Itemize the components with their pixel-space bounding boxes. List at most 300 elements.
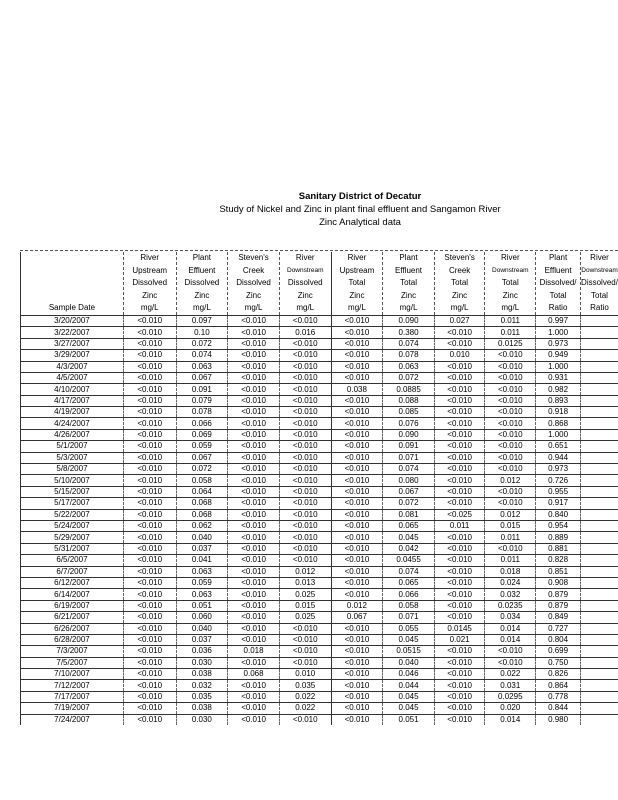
table-cell — [581, 418, 618, 429]
table-cell: <0.010 — [123, 703, 176, 714]
table-cell: <0.010 — [228, 566, 280, 577]
table-cell: 0.055 — [383, 623, 435, 634]
table-cell: <0.010 — [331, 338, 383, 349]
table-cell: 0.012 — [485, 509, 536, 520]
table-row — [21, 361, 618, 372]
table-cell: <0.010 — [279, 714, 331, 725]
table-cell: 0.068 — [176, 498, 228, 509]
column-header-line: Steven's — [444, 253, 475, 262]
sample-date-cell: 4/17/2007 — [21, 395, 124, 406]
table-cell: 0.022 — [485, 669, 536, 680]
table-cell: <0.010 — [279, 532, 331, 543]
sample-date-cell: 7/3/2007 — [21, 646, 124, 657]
table-cell: <0.010 — [228, 361, 280, 372]
zinc-data-table — [20, 252, 618, 725]
table-cell: <0.010 — [331, 407, 383, 418]
table-cell: <0.010 — [123, 418, 176, 429]
column-header-line: Zinc — [349, 290, 365, 300]
table-cell: 0.011 — [485, 532, 536, 543]
table-cell: <0.010 — [123, 464, 176, 475]
table-cell: 0.931 — [536, 372, 581, 383]
table-cell: <0.010 — [485, 384, 536, 395]
table-cell: 0.045 — [383, 691, 435, 702]
table-cell — [581, 600, 618, 611]
table-cell: <0.010 — [279, 464, 331, 475]
table-cell: 0.0885 — [383, 384, 435, 395]
table-cell: <0.010 — [434, 703, 485, 714]
table-cell: 0.072 — [176, 338, 228, 349]
sample-date-cell: 6/21/2007 — [21, 612, 124, 623]
table-cell: <0.010 — [331, 372, 383, 383]
table-cell: <0.010 — [228, 407, 280, 418]
table-cell — [581, 577, 618, 588]
column-header-line: Zinc — [142, 290, 158, 300]
table-cell: 0.058 — [176, 475, 228, 486]
table-cell: 0.022 — [279, 691, 331, 702]
table-row — [21, 338, 618, 349]
sample-date-cell: 6/5/2007 — [21, 555, 124, 566]
table-cell: 0.868 — [536, 418, 581, 429]
sample-date-cell: 3/29/2007 — [21, 350, 124, 361]
table-cell: <0.010 — [123, 384, 176, 395]
table-cell: <0.010 — [331, 350, 383, 361]
table-cell: <0.025 — [434, 509, 485, 520]
table-cell: <0.010 — [279, 498, 331, 509]
table-cell: 0.0515 — [383, 646, 435, 657]
table-cell: <0.010 — [123, 486, 176, 497]
column-header-line: Dissolved/ — [539, 278, 577, 288]
table-cell: 0.067 — [176, 372, 228, 383]
table-row — [21, 600, 618, 611]
table-cell: 1.000 — [536, 429, 581, 440]
table-cell: <0.010 — [123, 521, 176, 532]
table-cell: 0.013 — [279, 577, 331, 588]
table-cell: 0.037 — [176, 634, 228, 645]
table-cell: 0.079 — [176, 395, 228, 406]
column-header — [536, 252, 581, 315]
column-header-line: River — [500, 253, 520, 262]
table-cell: 0.063 — [176, 361, 228, 372]
table-cell: 0.010 — [279, 669, 331, 680]
table-cell: 0.071 — [383, 452, 435, 463]
table-cell: <0.010 — [123, 612, 176, 623]
column-header-line: Total — [501, 278, 519, 288]
sample-date-cell: 6/26/2007 — [21, 623, 124, 634]
column-header-line: Upstream — [339, 265, 375, 275]
column-header-line: mg/L — [348, 303, 366, 313]
column-header-line: Ratio — [590, 303, 609, 313]
table-cell: <0.010 — [331, 589, 383, 600]
table-cell: 0.955 — [536, 486, 581, 497]
table-cell: 0.037 — [176, 543, 228, 554]
table-row — [21, 521, 618, 532]
table-row — [21, 703, 618, 714]
table-cell — [581, 691, 618, 702]
column-header-line: Total — [348, 278, 366, 288]
table-cell — [581, 350, 618, 361]
column-header — [123, 252, 176, 315]
table-cell: <0.010 — [485, 418, 536, 429]
table-row — [21, 589, 618, 600]
table-cell: 0.015 — [279, 600, 331, 611]
column-header-line: Dissolved/ — [581, 278, 618, 288]
table-cell: <0.010 — [485, 361, 536, 372]
table-cell: <0.010 — [228, 395, 280, 406]
table-cell: <0.010 — [331, 543, 383, 554]
table-cell: 0.997 — [536, 315, 581, 326]
table-cell: 0.021 — [434, 634, 485, 645]
table-cell: <0.010 — [279, 395, 331, 406]
table-cell: 0.035 — [279, 680, 331, 691]
table-row — [21, 407, 618, 418]
table-cell: 0.944 — [536, 452, 581, 463]
sample-date-cell: 6/14/2007 — [21, 589, 124, 600]
table-cell: 0.072 — [176, 464, 228, 475]
table-cell: <0.010 — [279, 543, 331, 554]
table-cell: <0.010 — [228, 680, 280, 691]
table-cell: <0.010 — [228, 350, 280, 361]
table-cell: 0.849 — [536, 612, 581, 623]
table-cell: <0.010 — [228, 327, 280, 338]
table-cell: <0.010 — [228, 418, 280, 429]
table-cell: 0.881 — [536, 543, 581, 554]
table-cell: 0.091 — [176, 384, 228, 395]
table-cell: 0.651 — [536, 441, 581, 452]
table-cell: <0.010 — [434, 361, 485, 372]
table-cell: <0.010 — [331, 498, 383, 509]
table-cell: 0.032 — [176, 680, 228, 691]
column-header-line: Ratio — [548, 303, 568, 313]
column-header — [176, 252, 228, 315]
column-header-line: River — [140, 253, 160, 262]
table-cell: 0.078 — [176, 407, 228, 418]
sample-date-cell: 5/29/2007 — [21, 532, 124, 543]
table-cell: 0.016 — [279, 327, 331, 338]
column-header-line: Zinc — [400, 290, 417, 300]
table-cell: <0.010 — [228, 532, 280, 543]
sample-date-cell: 5/10/2007 — [21, 475, 124, 486]
table-cell: 0.699 — [536, 646, 581, 657]
column-header-line: Dissolved — [287, 278, 323, 288]
table-row — [21, 372, 618, 383]
table-cell: 1.000 — [536, 327, 581, 338]
table-cell: <0.010 — [434, 543, 485, 554]
table-cell: 0.090 — [383, 315, 435, 326]
table-cell: 0.011 — [485, 327, 536, 338]
table-cell: 0.011 — [434, 521, 485, 532]
table-row — [21, 464, 618, 475]
table-cell: <0.010 — [434, 691, 485, 702]
table-cell — [581, 566, 618, 577]
table-row — [21, 350, 618, 361]
table-row — [21, 555, 618, 566]
table-row — [21, 315, 618, 326]
column-header-line: mg/L — [244, 303, 263, 313]
column-header-line: Plant — [548, 253, 568, 262]
table-cell: 0.10 — [176, 327, 228, 338]
table-cell: <0.010 — [331, 566, 383, 577]
table-cell: <0.010 — [331, 532, 383, 543]
table-cell: 0.044 — [383, 680, 435, 691]
table-row — [21, 384, 618, 395]
sample-date-cell: 5/3/2007 — [21, 452, 124, 463]
table-cell: 0.059 — [176, 441, 228, 452]
table-cell: <0.010 — [485, 543, 536, 554]
column-header-line: mg/L — [501, 303, 520, 313]
table-cell — [581, 589, 618, 600]
sample-date-cell: 3/27/2007 — [21, 338, 124, 349]
table-cell: <0.010 — [331, 429, 383, 440]
table-row — [21, 680, 618, 691]
sample-date-cell: 3/22/2007 — [21, 327, 124, 338]
table-cell: 0.068 — [176, 509, 228, 520]
table-cell: <0.010 — [331, 315, 383, 326]
table-cell: 0.918 — [536, 407, 581, 418]
table-cell — [581, 327, 618, 338]
table-cell: 0.038 — [176, 703, 228, 714]
table-cell: 0.0295 — [485, 691, 536, 702]
table-cell — [581, 509, 618, 520]
column-header — [581, 252, 618, 315]
table-row — [21, 623, 618, 634]
table-cell: <0.010 — [279, 486, 331, 497]
table-row — [21, 486, 618, 497]
table-cell: 0.024 — [485, 577, 536, 588]
table-cell: <0.010 — [485, 429, 536, 440]
table-cell — [581, 543, 618, 554]
column-header-line: Zinc — [502, 290, 518, 300]
table-cell: <0.010 — [228, 612, 280, 623]
table-cell: 0.085 — [383, 407, 435, 418]
table-cell: <0.010 — [331, 691, 383, 702]
table-cell: <0.010 — [331, 441, 383, 452]
table-cell: <0.010 — [331, 703, 383, 714]
table-cell: <0.010 — [123, 657, 176, 668]
table-cell: 0.074 — [176, 350, 228, 361]
table-cell: 0.036 — [176, 646, 228, 657]
table-cell: 0.030 — [176, 714, 228, 725]
column-header-line: Total — [400, 278, 417, 288]
table-cell: <0.010 — [279, 384, 331, 395]
table-cell: <0.010 — [331, 327, 383, 338]
table-cell: 0.954 — [536, 521, 581, 532]
table-cell: 0.072 — [383, 498, 435, 509]
sample-date-cell: 5/24/2007 — [21, 521, 124, 532]
table-cell: <0.010 — [485, 646, 536, 657]
table-cell: 0.051 — [176, 600, 228, 611]
sample-date-cell: 6/7/2007 — [21, 566, 124, 577]
table-cell: <0.010 — [331, 418, 383, 429]
table-cell: <0.010 — [485, 372, 536, 383]
table-cell: <0.010 — [331, 509, 383, 520]
table-cell: <0.010 — [434, 714, 485, 725]
table-cell: <0.010 — [279, 372, 331, 383]
table-cell: <0.010 — [228, 555, 280, 566]
table-cell — [581, 714, 618, 725]
table-cell: <0.010 — [279, 634, 331, 645]
table-cell: <0.010 — [279, 350, 331, 361]
table-row — [21, 577, 618, 588]
table-cell — [581, 498, 618, 509]
table-cell: 0.040 — [176, 623, 228, 634]
table-cell: <0.010 — [123, 646, 176, 657]
column-header-line: Plant — [399, 253, 418, 262]
table-cell: <0.010 — [123, 452, 176, 463]
table-cell — [581, 338, 618, 349]
column-header-line: Zinc — [452, 290, 468, 300]
table-cell: <0.010 — [485, 395, 536, 406]
table-cell: 0.012 — [279, 566, 331, 577]
column-header-line: Effluent — [188, 265, 216, 275]
column-header — [228, 252, 280, 315]
table-cell — [581, 669, 618, 680]
sample-date-cell: 4/10/2007 — [21, 384, 124, 395]
table-cell: <0.010 — [331, 634, 383, 645]
table-row — [21, 441, 618, 452]
table-cell: <0.010 — [434, 395, 485, 406]
column-header-line: Total — [451, 278, 469, 288]
table-cell: <0.010 — [228, 703, 280, 714]
table-cell — [581, 384, 618, 395]
report-title: Sanitary District of Decatur — [298, 191, 422, 202]
table-cell: 0.088 — [383, 395, 435, 406]
table-cell: <0.010 — [228, 384, 280, 395]
table-cell: <0.010 — [434, 384, 485, 395]
table-cell: 0.067 — [331, 612, 383, 623]
table-cell: 0.025 — [279, 589, 331, 600]
table-cell: <0.010 — [123, 669, 176, 680]
table-cell: 0.065 — [383, 577, 435, 588]
table-cell: <0.010 — [434, 372, 485, 383]
sample-date-cell: 6/12/2007 — [21, 577, 124, 588]
table-cell: 0.080 — [383, 475, 435, 486]
table-cell: <0.010 — [279, 475, 331, 486]
table-cell: <0.010 — [228, 623, 280, 634]
table-cell: <0.010 — [434, 452, 485, 463]
table-cell: <0.010 — [123, 407, 176, 418]
table-cell: <0.010 — [123, 315, 176, 326]
table-cell: <0.010 — [279, 338, 331, 349]
column-header-line: mg/L — [296, 303, 315, 313]
sample-date-cell: 5/15/2007 — [21, 486, 124, 497]
column-header-line: Zinc — [245, 290, 262, 300]
column-header-line: Effluent — [395, 265, 423, 275]
table-cell: 0.041 — [176, 555, 228, 566]
table-cell: <0.010 — [434, 577, 485, 588]
table-cell — [581, 555, 618, 566]
column-header-line: Sample Date — [48, 303, 96, 313]
table-cell: 0.078 — [383, 350, 435, 361]
table-cell: 0.090 — [383, 429, 435, 440]
table-cell: 0.010 — [434, 350, 485, 361]
column-header-line: mg/L — [140, 303, 159, 313]
column-header-line: mg/L — [192, 303, 211, 313]
table-cell: <0.010 — [228, 441, 280, 452]
table-cell: <0.010 — [434, 338, 485, 349]
table-cell: <0.010 — [434, 669, 485, 680]
table-cell: <0.010 — [279, 452, 331, 463]
table-row — [21, 498, 618, 509]
table-cell: 0.917 — [536, 498, 581, 509]
table-row — [21, 612, 618, 623]
table-cell: <0.010 — [485, 441, 536, 452]
table-cell: <0.010 — [434, 680, 485, 691]
table-cell — [581, 521, 618, 532]
table-cell: 0.973 — [536, 338, 581, 349]
table-cell: <0.010 — [331, 521, 383, 532]
column-header-line: Downstream — [581, 266, 618, 274]
table-cell: 0.063 — [176, 566, 228, 577]
column-header — [485, 252, 536, 315]
table-cell: <0.010 — [331, 555, 383, 566]
column-header-line: Plant — [192, 253, 211, 262]
table-cell: 0.045 — [383, 703, 435, 714]
table-cell: <0.010 — [228, 543, 280, 554]
table-row — [21, 634, 618, 645]
table-cell: 0.058 — [383, 600, 435, 611]
table-cell: 0.081 — [383, 509, 435, 520]
table-row — [21, 475, 618, 486]
table-row — [21, 657, 618, 668]
table-cell: <0.010 — [434, 532, 485, 543]
table-cell: <0.010 — [228, 372, 280, 383]
sample-date-cell: 7/12/2007 — [21, 680, 124, 691]
table-cell — [581, 646, 618, 657]
table-cell: <0.010 — [331, 486, 383, 497]
table-cell — [581, 486, 618, 497]
table-cell — [581, 464, 618, 475]
table-cell: 0.046 — [383, 669, 435, 680]
table-cell: 0.067 — [383, 486, 435, 497]
table-cell: <0.010 — [279, 555, 331, 566]
table-cell: 0.804 — [536, 634, 581, 645]
table-cell: <0.010 — [123, 532, 176, 543]
table-cell: <0.010 — [279, 646, 331, 657]
report-subtitle-2: Zinc Analytical data — [319, 217, 401, 228]
table-cell: 0.893 — [536, 395, 581, 406]
table-cell: <0.010 — [434, 646, 485, 657]
table-cell: <0.010 — [228, 475, 280, 486]
table-cell: <0.010 — [123, 623, 176, 634]
table-cell: <0.010 — [485, 498, 536, 509]
table-cell: 0.045 — [383, 634, 435, 645]
table-cell: <0.010 — [123, 680, 176, 691]
table-cell: 0.015 — [485, 521, 536, 532]
table-cell: <0.010 — [228, 498, 280, 509]
table-cell: 0.025 — [279, 612, 331, 623]
table-cell: 0.060 — [176, 612, 228, 623]
column-header-line: River — [347, 253, 367, 262]
table-cell: <0.010 — [279, 429, 331, 440]
table-row — [21, 327, 618, 338]
table-cell: <0.010 — [331, 714, 383, 725]
column-header-line: Zinc — [297, 290, 313, 300]
table-cell: 0.014 — [485, 714, 536, 725]
table-row — [21, 543, 618, 554]
table-cell: 0.982 — [536, 384, 581, 395]
table-cell: 0.064 — [176, 486, 228, 497]
table-cell: <0.010 — [331, 452, 383, 463]
column-header-line: Total — [591, 290, 608, 300]
table-cell: 0.018 — [228, 646, 280, 657]
table-row — [21, 691, 618, 702]
table-cell: 0.014 — [485, 623, 536, 634]
table-cell: <0.010 — [228, 509, 280, 520]
sample-date-cell: 5/17/2007 — [21, 498, 124, 509]
table-cell: 0.040 — [383, 657, 435, 668]
column-header-line: Upstream — [132, 265, 168, 275]
table-cell: 0.091 — [383, 441, 435, 452]
